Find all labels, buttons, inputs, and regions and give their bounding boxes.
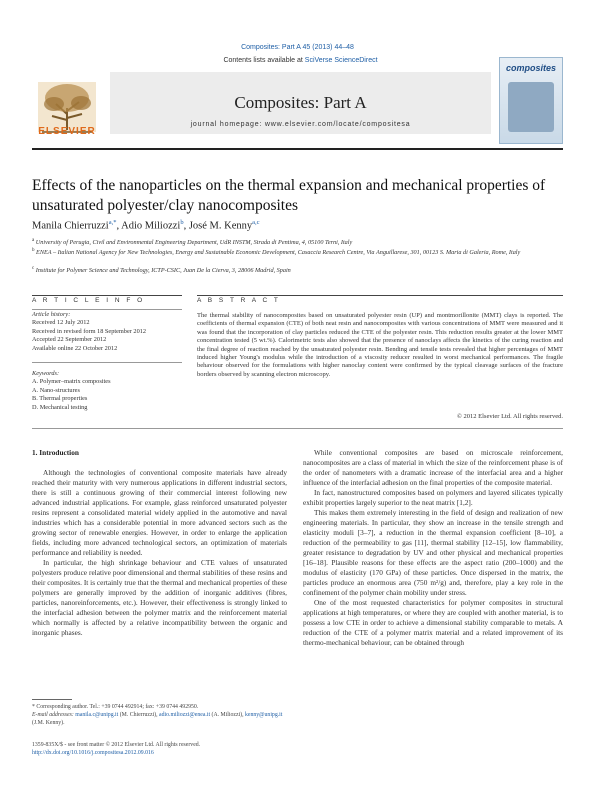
keywords-label: Keywords:: [32, 370, 60, 377]
affiliation-mark: b: [32, 248, 35, 253]
doi-link[interactable]: http://dx.doi.org/10.1016/j.compositesa.2012.09.016: [32, 750, 154, 756]
paragraph: Although the technologies of conventional composite materials have already reached their maturity with very numerous applications in different industrial sectors, there is still a continuous growing of their commercial interest following new advanced industrial applications. For example, glass reinforced unsaturated polyester resins represent a consolidated material widely applied in the automotive and naval industries which has a considerable potential in more advanced sectors such as the growing sector of renewable energies. However, in order to enlarge the application fields, including more advanced technological sectors, an optimization of materials performance and reliability is needed.: [32, 468, 287, 557]
paragraph: In particular, the high shrinkage behaviour and CTE values of unsaturated polyesters produce relative poor dimensional and thermal stabilities of these resins and their composites. It is certainly true that the thermal and mechanical properties of these polymers are generally improved by the addition of inorganic additives (fibres, particles, nanoreinforcements, etc.). However, their effectiveness is strongly linked to the interfacial adhesion between the polymer matrix and the reinforcement material which normally is affected by a relative incompatibility between the organic and inorganic phases.: [32, 558, 287, 637]
author-name[interactable]: Adio Miliozzi: [121, 220, 181, 232]
affiliation: [32, 237, 563, 248]
email-owner: (J.M. Kenny).: [32, 720, 65, 726]
cover-title: composites: [505, 63, 556, 73]
journal-title[interactable]: Composites: Part A: [234, 93, 367, 112]
email-link[interactable]: kenny@unipg.it: [245, 712, 283, 718]
history-item: Available online 22 October 2012: [32, 344, 118, 352]
keyword: A. Nano-structures: [32, 386, 80, 394]
affiliation: [32, 265, 563, 276]
affiliation: [32, 247, 563, 258]
sciencedirect-link[interactable]: SciVerse ScienceDirect: [304, 57, 378, 64]
history-item: Received in revised form 18 September 2012: [32, 327, 147, 335]
journal-homepage: [110, 121, 491, 128]
cover-image: [508, 82, 554, 132]
left-column: [32, 448, 287, 638]
author-name[interactable]: Manila Chierruzzi: [32, 220, 109, 232]
homepage-label: journal homepage:: [190, 121, 265, 128]
corresponding-author-note: [32, 703, 287, 727]
paragraph: This makes them extremely interesting in the field of design and realization of new engineering materials. In particular, they show an increase in the tensile strength and elasticity moduli [3–7], a reduction in the thermal expansion coefficient [8–10], a reduction of the permeability to gas [11], thermal stability [12–15], low flammability, greater resistance to degradation by UV and other physical and mechanical properties [16–18]. Plausible reasons for these effects are the aspect ratio (200–1000) and the modulus of elasticity (170 GPa) of these particles. Once dispersed in the matrix, the particles produce an enormous area (750 m²/g) and, therefore, play a key role in the confinement of the polymer chain mobility under stress.: [303, 508, 563, 597]
author-marks[interactable]: a,c: [252, 219, 260, 226]
affiliation-mark: c: [32, 266, 35, 271]
affiliation-mark: a: [32, 238, 35, 243]
article-history: [32, 311, 182, 353]
article-title: Effects of the nanoparticles on the thermal expansion and mechanical properties of unsaturated polyester/clay nanocomposites: [32, 177, 546, 214]
contents-prefix: Contents lists available at: [223, 57, 305, 64]
journal-masthead: [32, 55, 563, 145]
publisher-name: ELSEVIER: [38, 126, 96, 137]
right-column: [303, 448, 563, 648]
paragraph: In fact, nanostructured composites based on polymers and layered silicates typically exhibit properties largely superior to the neat matrix [1,2].: [303, 488, 563, 507]
journal-citation[interactable]: Composites: Part A 45 (2013) 44–48: [241, 44, 354, 51]
affiliation-text: University of Perugia, Civil and Environmental Engineering Department, UdR INSTM, Strada di Pentima, 4, 05100 Terni, Italy: [35, 239, 353, 247]
history-item: Accepted 22 September 2012: [32, 336, 107, 344]
copyright: © 2012 Elsevier Ltd. All rights reserved.: [456, 413, 563, 420]
section-heading: 1. Introduction: [32, 448, 79, 457]
abstract-rule: [197, 295, 563, 296]
affiliation-text: ENEA – Italian National Agency for New Technologies, Energy and Sustainable Economic Development, Casaccia Research Centre, Via Anguillarese, 301, 00123 S. Maria di Galeria, Rome, Italy: [36, 249, 521, 257]
email-owner: (A. Miliozzi),: [210, 712, 246, 718]
journal-banner: [110, 72, 491, 134]
abstract-heading: A B S T R A C T: [197, 297, 281, 304]
email-link[interactable]: manila.c@unipg.it: [75, 712, 119, 718]
keyword: A. Polymer–matrix composites: [32, 378, 111, 386]
email-link[interactable]: adio.miliozzi@enea.it: [159, 712, 211, 718]
abstract-divider: [32, 428, 563, 429]
keyword: B. Thermal properties: [32, 395, 88, 403]
affiliation-text: Institute for Polymer Science and Technology, ICTP-CSIC, Juan De la Cierva, 3, 28006 Madrid, Spain: [35, 267, 291, 275]
footnote-divider: [32, 699, 72, 700]
paragraph: One of the most requested characteristics for polymer composites in structural applications at high temperatures, or where they are coupled with another material, is to possess a low CTE in order to achieve a dimensional stability comparable to metals. A reduction of the CTE of a polymer matrix material and a related improvement of its thermo-mechanical behaviour, can be obtained through: [303, 598, 563, 647]
email-label: E-mail addresses:: [32, 712, 76, 718]
keywords: [32, 370, 182, 412]
front-matter-note: [32, 741, 287, 757]
paragraph: While conventional composites are based on microscale reinforcement, nanocomposites are a class of material in which the size of the reinforcement phase is of the order of nanometers with a dramatic increase of the interfacial area and a higher influence of the interfacial adhesion on the final properties of the composite material.: [303, 448, 563, 487]
article-info-divider: [32, 309, 182, 310]
author-list: Manila Chierruzzi$^{a,*}$, Adio Miliozzi$^b$, José M. Kenny$^{a,c}$: [32, 219, 260, 232]
email-addresses: [32, 711, 287, 727]
author-marks[interactable]: b: [180, 219, 184, 226]
author-marks[interactable]: a,*: [108, 219, 117, 226]
article-info-divider: [32, 362, 182, 363]
keyword: D. Mechanical testing: [32, 403, 88, 411]
history-label: Article history:: [32, 311, 71, 318]
email-owner: (M. Chierruzzi),: [118, 712, 160, 718]
journal-cover-thumbnail[interactable]: [499, 57, 563, 144]
article-info-rule: [32, 295, 182, 296]
history-item: Received 12 July 2012: [32, 319, 90, 327]
masthead-divider: [32, 148, 563, 150]
issn-line: 1359-835X/$ - see front matter © 2012 Elsevier Ltd. All rights reserved.: [32, 742, 201, 748]
author-name[interactable]: José M. Kenny: [188, 220, 253, 232]
contents-line: [110, 57, 491, 64]
article-info-heading: A R T I C L E I N F O: [32, 297, 145, 304]
corresponding-author: * Corresponding author. Tel.: +39 0744 492914; fax: +39 0744 492950.: [32, 704, 199, 710]
homepage-link[interactable]: www.elsevier.com/locate/compositesa: [264, 121, 411, 128]
abstract-text: The thermal stability of nanocomposites based on unsaturated polyester resin (UP) and montmorillonite (MMT) clays is reported. The coefficients of thermal expansion (CTE) of both neat resin and nanocomposites with various concentrations of MMT were measured and it was found that the incorporation of clay particles reduced the CTE of the polyester resin. This reduction results greater at the lower MMT concentration tested (5 wt.%). Calorimetric tests also showed that the presence of nanoclays affects the kinetics of the curing reaction and the final degree of reaction reached by the unsaturated polyester resin. Bending and tensile tests revealed that higher percentages of MMT induced higher Young's modulus while the introduction of a viscosity reducer resulted in worst mechanical performances. The fragile behaviour observed for the formulations with higher nanoclay content were confirmed by the typical cleavage surfaces of the fracture borders observed by scanning electron microscopy.: [197, 312, 563, 378]
